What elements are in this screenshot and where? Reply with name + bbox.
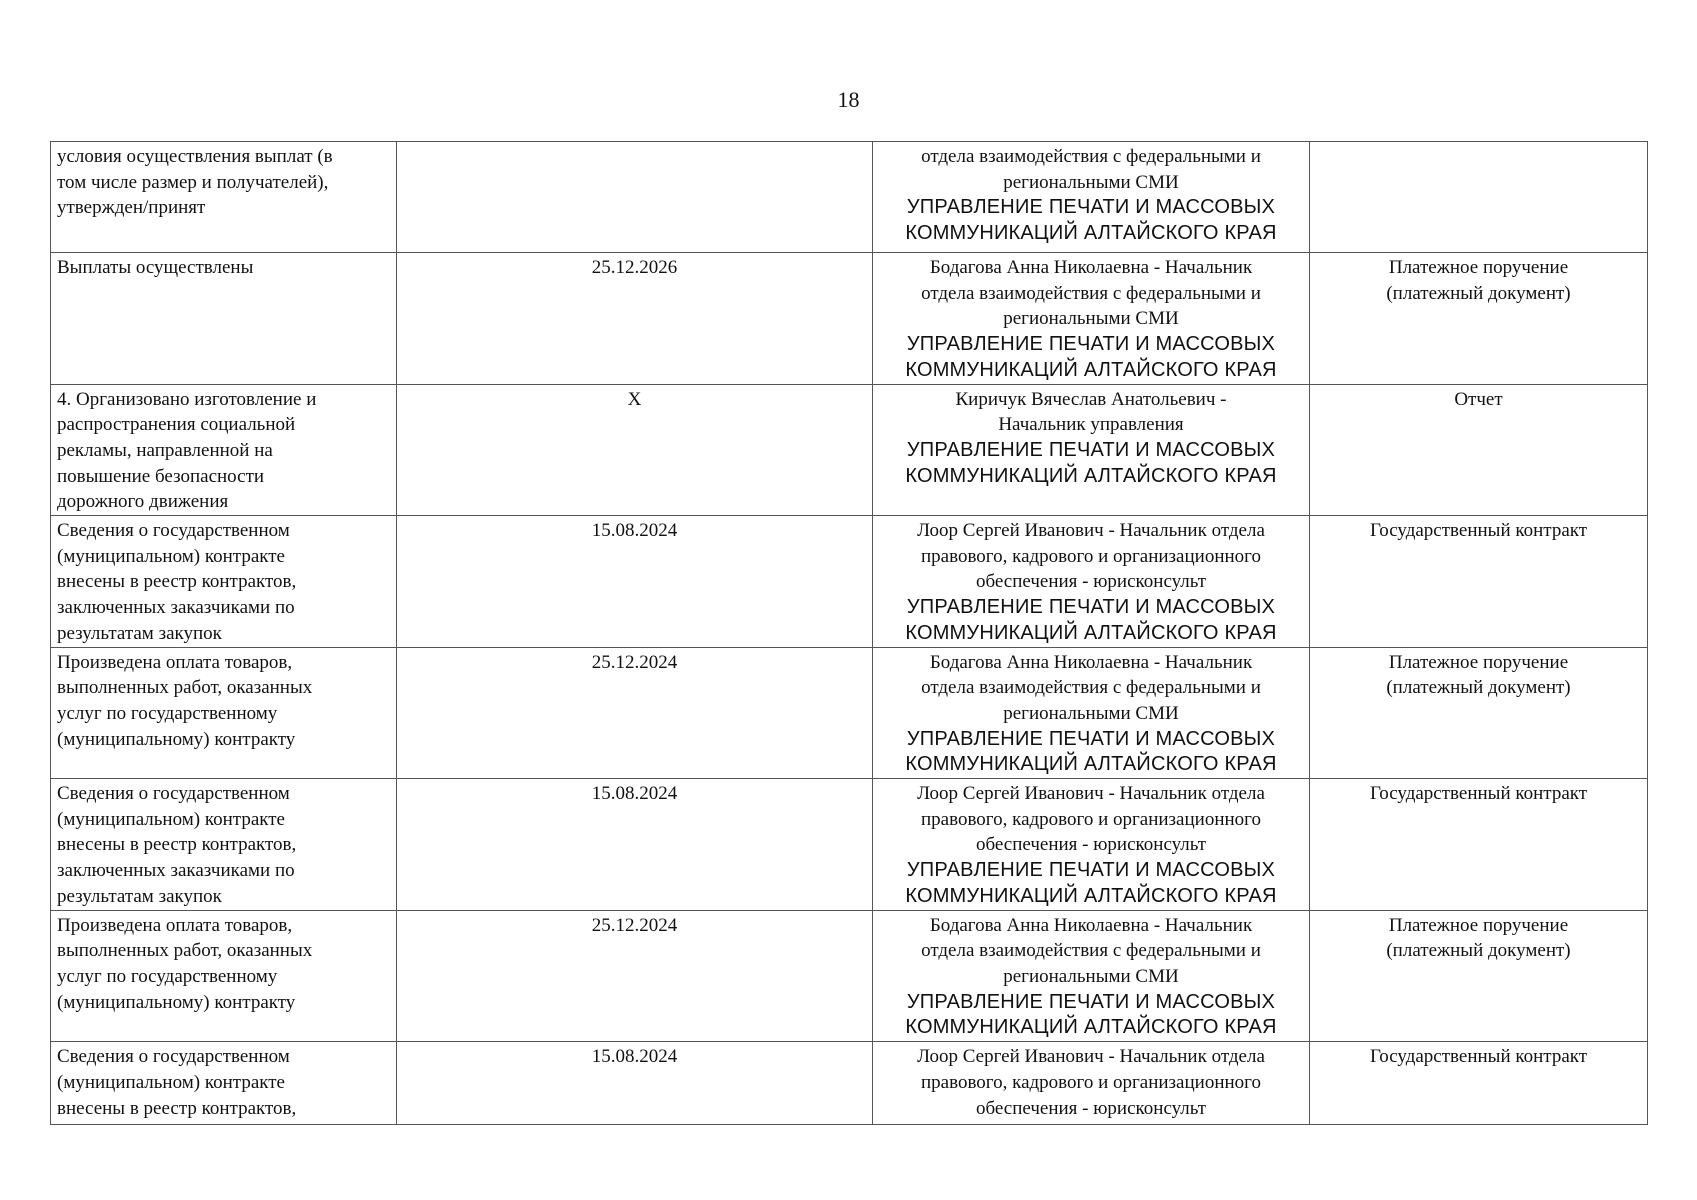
organization-name-line: УПРАВЛЕНИЕ ПЕЧАТИ И МАССОВЫХ [906, 438, 1276, 461]
document-type-line: Государственный контракт [1369, 783, 1588, 805]
event-cell [51, 516, 397, 648]
document-cell [1310, 384, 1648, 516]
responsible-text-line: отдела взаимодействия с федеральными и [921, 940, 1261, 962]
event-text-line: заключенных заказчиками по [57, 860, 295, 882]
document-type-line: Государственный контракт [1369, 520, 1588, 542]
organization-name-line: КОММУНИКАЦИЙ АЛТАЙСКОГО КРАЯ [905, 1016, 1277, 1039]
event-text-line: Произведена оплата товаров, [57, 651, 293, 673]
document-cell [1310, 910, 1648, 1042]
event-text-line: услуг по государственному [57, 702, 278, 724]
date-text: X [627, 388, 642, 410]
organization-name-line: УПРАВЛЕНИЕ ПЕЧАТИ И МАССОВЫХ [906, 333, 1276, 356]
date-cell [397, 253, 873, 385]
event-text-line: том числе размер и получателей), [57, 171, 329, 193]
responsible-text-line: отдела взаимодействия с федеральными и [921, 146, 1261, 167]
responsible-text-line: Лоор Сергей Иванович - Начальник отдела [917, 520, 1265, 542]
event-text-line: (муниципальном) контракте [57, 1071, 285, 1093]
event-text-line: Произведена оплата товаров, [57, 914, 293, 936]
responsible-text-line: правового, кадрового и организационного [921, 1071, 1261, 1093]
document-cell [1310, 142, 1648, 253]
event-text-line: рекламы, направленной на [57, 439, 273, 461]
date-text: 25.12.2024 [591, 651, 678, 673]
organization-name-line: УПРАВЛЕНИЕ ПЕЧАТИ И МАССОВЫХ [906, 859, 1276, 882]
organization-name-line: УПРАВЛЕНИЕ ПЕЧАТИ И МАССОВЫХ [906, 727, 1276, 750]
responsible-cell [873, 142, 1310, 253]
document-cell [1310, 1042, 1648, 1125]
table-row [51, 142, 1648, 253]
event-text-line: внесены в реестр контрактов, [57, 571, 297, 593]
responsible-text-line: отдела взаимодействия с федеральными и [921, 282, 1261, 304]
table-row [51, 779, 1648, 911]
responsible-cell [873, 910, 1310, 1042]
organization-name-line: УПРАВЛЕНИЕ ПЕЧАТИ И МАССОВЫХ [906, 196, 1276, 219]
event-text-line: результатам закупок [57, 622, 222, 644]
responsible-cell [873, 516, 1310, 648]
event-text-line: утвержден/принят [57, 197, 206, 219]
event-text-line: (муниципальном) контракте [57, 545, 285, 567]
document-type-line: Платежное поручение [1388, 651, 1569, 673]
responsible-cell [873, 779, 1310, 911]
responsible-text-line: обеспечения - юрисконсульт [975, 834, 1207, 856]
event-cell [51, 1042, 397, 1125]
event-text-line: дорожного движения [57, 491, 229, 513]
event-text-line: Выплаты осуществлены [57, 257, 254, 278]
organization-name-line: КОММУНИКАЦИЙ АЛТАЙСКОГО КРАЯ [905, 753, 1277, 776]
responsible-text-line: обеспечения - юрисконсульт [975, 1097, 1207, 1119]
event-text-line: условия осуществления выплат (в [57, 146, 333, 167]
event-text-line: заключенных заказчиками по [57, 597, 295, 619]
responsible-cell [873, 1042, 1310, 1125]
responsible-text-line: Киричук Вячеслав Анатольевич - [955, 388, 1227, 410]
responsible-cell [873, 253, 1310, 385]
date-text: 15.08.2024 [591, 783, 678, 805]
date-cell [397, 910, 873, 1042]
event-text-line: распространения социальной [57, 414, 296, 436]
event-text-line: услуг по государственному [57, 965, 278, 987]
event-text-line: выполненных работ, оказанных [57, 940, 313, 962]
event-text-line: Сведения о государственном [57, 520, 290, 542]
table-row [51, 1042, 1648, 1125]
table-row [51, 516, 1648, 648]
event-text-line: внесены в реестр контрактов, [57, 834, 297, 856]
event-cell [51, 384, 397, 516]
responsible-text-line: региональными СМИ [1003, 171, 1179, 193]
organization-name-line: КОММУНИКАЦИЙ АЛТАЙСКОГО КРАЯ [905, 222, 1277, 245]
responsible-text-line: Бодагова Анна Николаевна - Начальник [929, 651, 1253, 673]
measures-table-body [51, 142, 1648, 1125]
event-text-line: Сведения о государственном [57, 783, 290, 805]
document-type-line: (платежный документ) [1386, 940, 1571, 962]
date-text: 25.12.2024 [591, 914, 678, 936]
date-cell [397, 384, 873, 516]
page-number: 18 [837, 87, 860, 112]
organization-name-line: УПРАВЛЕНИЕ ПЕЧАТИ И МАССОВЫХ [906, 990, 1276, 1013]
responsible-text-line: региональными СМИ [1003, 965, 1179, 987]
document-type-line: Государственный контракт [1369, 1046, 1588, 1068]
event-text-line: Сведения о государственном [57, 1046, 290, 1068]
event-text-line: выполненных работ, оказанных [57, 677, 313, 699]
event-text-line: (муниципальном) контракте [57, 808, 285, 830]
date-cell [397, 1042, 873, 1125]
date-cell [397, 516, 873, 648]
organization-name-line: УПРАВЛЕНИЕ ПЕЧАТИ И МАССОВЫХ [906, 596, 1276, 619]
event-cell [51, 253, 397, 385]
table-row [51, 384, 1648, 516]
document-type-line: Платежное поручение [1388, 914, 1569, 936]
responsible-text-line: правового, кадрового и организационного [921, 545, 1261, 567]
event-cell [51, 142, 397, 253]
event-text-line: повышение безопасности [57, 465, 265, 487]
event-text-line: (муниципальному) контракту [57, 991, 296, 1013]
date-text: 15.08.2024 [591, 520, 678, 542]
document-type-line: (платежный документ) [1386, 282, 1571, 304]
organization-name-line: КОММУНИКАЦИЙ АЛТАЙСКОГО КРАЯ [905, 621, 1277, 644]
date-text: 15.08.2024 [591, 1046, 678, 1068]
date-text: 25.12.2026 [591, 257, 678, 278]
event-cell [51, 647, 397, 779]
table-row [51, 910, 1648, 1042]
organization-name-line: КОММУНИКАЦИЙ АЛТАЙСКОГО КРАЯ [905, 464, 1277, 487]
event-text-line: результатам закупок [57, 885, 222, 907]
document-type-line: Отчет [1454, 388, 1503, 410]
document-type-line: (платежный документ) [1386, 677, 1571, 699]
responsible-text-line: правового, кадрового и организационного [921, 808, 1261, 830]
document-cell [1310, 779, 1648, 911]
responsible-text-line: Бодагова Анна Николаевна - Начальник [929, 257, 1253, 278]
table-row [51, 647, 1648, 779]
responsible-text-line: Лоор Сергей Иванович - Начальник отдела [917, 783, 1265, 805]
event-text-line: 4. Организовано изготовление и [57, 388, 317, 410]
document-type-line: Платежное поручение [1388, 257, 1569, 278]
event-text-line: (муниципальному) контракту [57, 728, 296, 750]
date-cell [397, 647, 873, 779]
responsible-text-line: обеспечения - юрисконсульт [975, 571, 1207, 593]
responsible-cell [873, 384, 1310, 516]
table-row [51, 253, 1648, 385]
responsible-text-line: региональными СМИ [1003, 702, 1179, 724]
responsible-text-line: Начальник управления [998, 414, 1184, 436]
responsible-text-line: региональными СМИ [1003, 308, 1179, 330]
date-cell [397, 142, 873, 253]
document-cell [1310, 647, 1648, 779]
responsible-text-line: Бодагова Анна Николаевна - Начальник [929, 914, 1253, 936]
event-text-line: внесены в реестр контрактов, [57, 1097, 297, 1119]
event-cell [51, 910, 397, 1042]
document-cell [1310, 253, 1648, 385]
measures-table [50, 141, 1648, 1125]
responsible-text-line: отдела взаимодействия с федеральными и [921, 677, 1261, 699]
organization-name-line: КОММУНИКАЦИЙ АЛТАЙСКОГО КРАЯ [905, 358, 1277, 381]
responsible-text-line: Лоор Сергей Иванович - Начальник отдела [917, 1046, 1265, 1068]
document-cell [1310, 516, 1648, 648]
responsible-cell [873, 647, 1310, 779]
date-cell [397, 779, 873, 911]
organization-name-line: КОММУНИКАЦИЙ АЛТАЙСКОГО КРАЯ [905, 884, 1277, 907]
event-cell [51, 779, 397, 911]
